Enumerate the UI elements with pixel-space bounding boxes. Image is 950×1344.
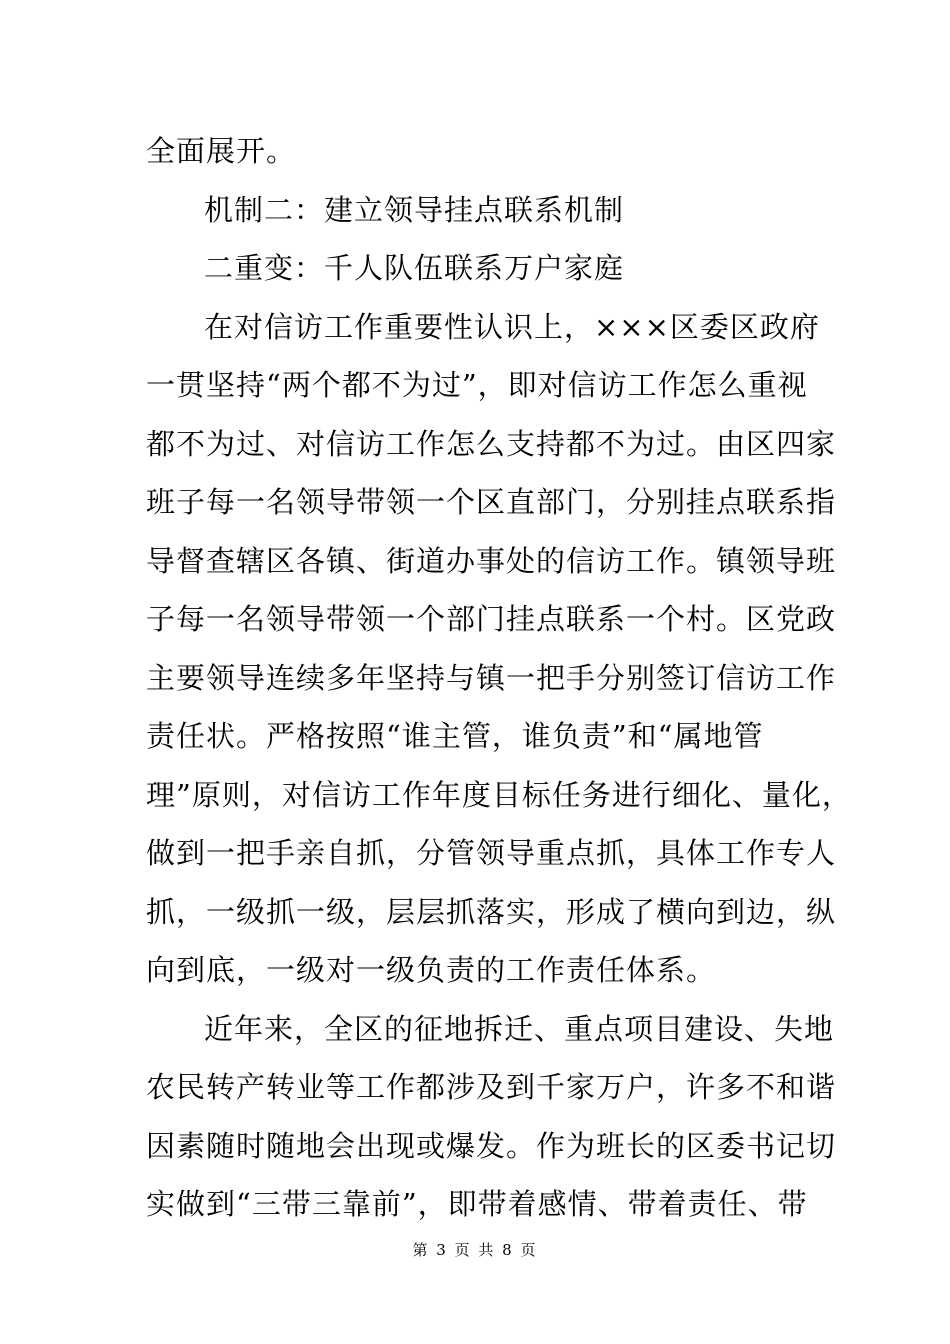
text-line: 班子每一名领导带领一个区直部门，分别挂点联系指 <box>146 485 837 519</box>
page-number-footer: 第 3 页 共 8 页 <box>412 1241 538 1259</box>
text-line: 全面展开。 <box>146 134 297 168</box>
text-line: 向到底，一级对一级负责的工作责任体系。 <box>146 953 717 987</box>
text-line: 导督查辖区各镇、街道办事处的信访工作。镇领导班 <box>146 543 837 578</box>
document-body <box>146 122 852 1234</box>
text-line: 一贯坚持“两个都不为过”，即对信访工作怎么重视 <box>146 368 808 402</box>
text-line: 近年来，全区的征地拆迁、重点项目建设、失地 <box>204 1011 835 1046</box>
text-line: 实做到“三带三靠前”，即带着感情、带着责任、带 <box>146 1187 808 1221</box>
text-line: 子每一名领导带领一个部门挂点联系一个村。区党政 <box>146 602 837 636</box>
text-line: 理”原则，对信访工作年度目标任务进行细化、量化， <box>146 777 852 812</box>
text-line: 做到一把手亲自抓，分管领导重点抓，具体工作专人 <box>146 836 837 870</box>
text-line: 因素随时随地会出现或爆发。作为班长的区委书记切 <box>146 1128 837 1163</box>
section-subheading: 二重变：千人队伍联系万户家庭 <box>204 251 625 285</box>
text-line: 农民转产转业等工作都涉及到千家万户，许多不和谐 <box>146 1070 837 1104</box>
section-heading: 机制二：建立领导挂点联系机制 <box>204 192 625 227</box>
text-line: 主要领导连续多年坚持与镇一把手分别签订信访工作 <box>146 660 837 695</box>
text-line: 都不为过、对信访工作怎么支持都不为过。由区四家 <box>146 426 837 461</box>
text-line: 责任状。严格按照“谁主管，谁负责”和“属地管 <box>146 719 764 753</box>
text-line: 在对信访工作重要性认识上，×××区委区政府 <box>204 309 820 344</box>
text-line: 抓，一级抓一级，层层抓落实，形成了横向到边，纵 <box>146 894 837 929</box>
